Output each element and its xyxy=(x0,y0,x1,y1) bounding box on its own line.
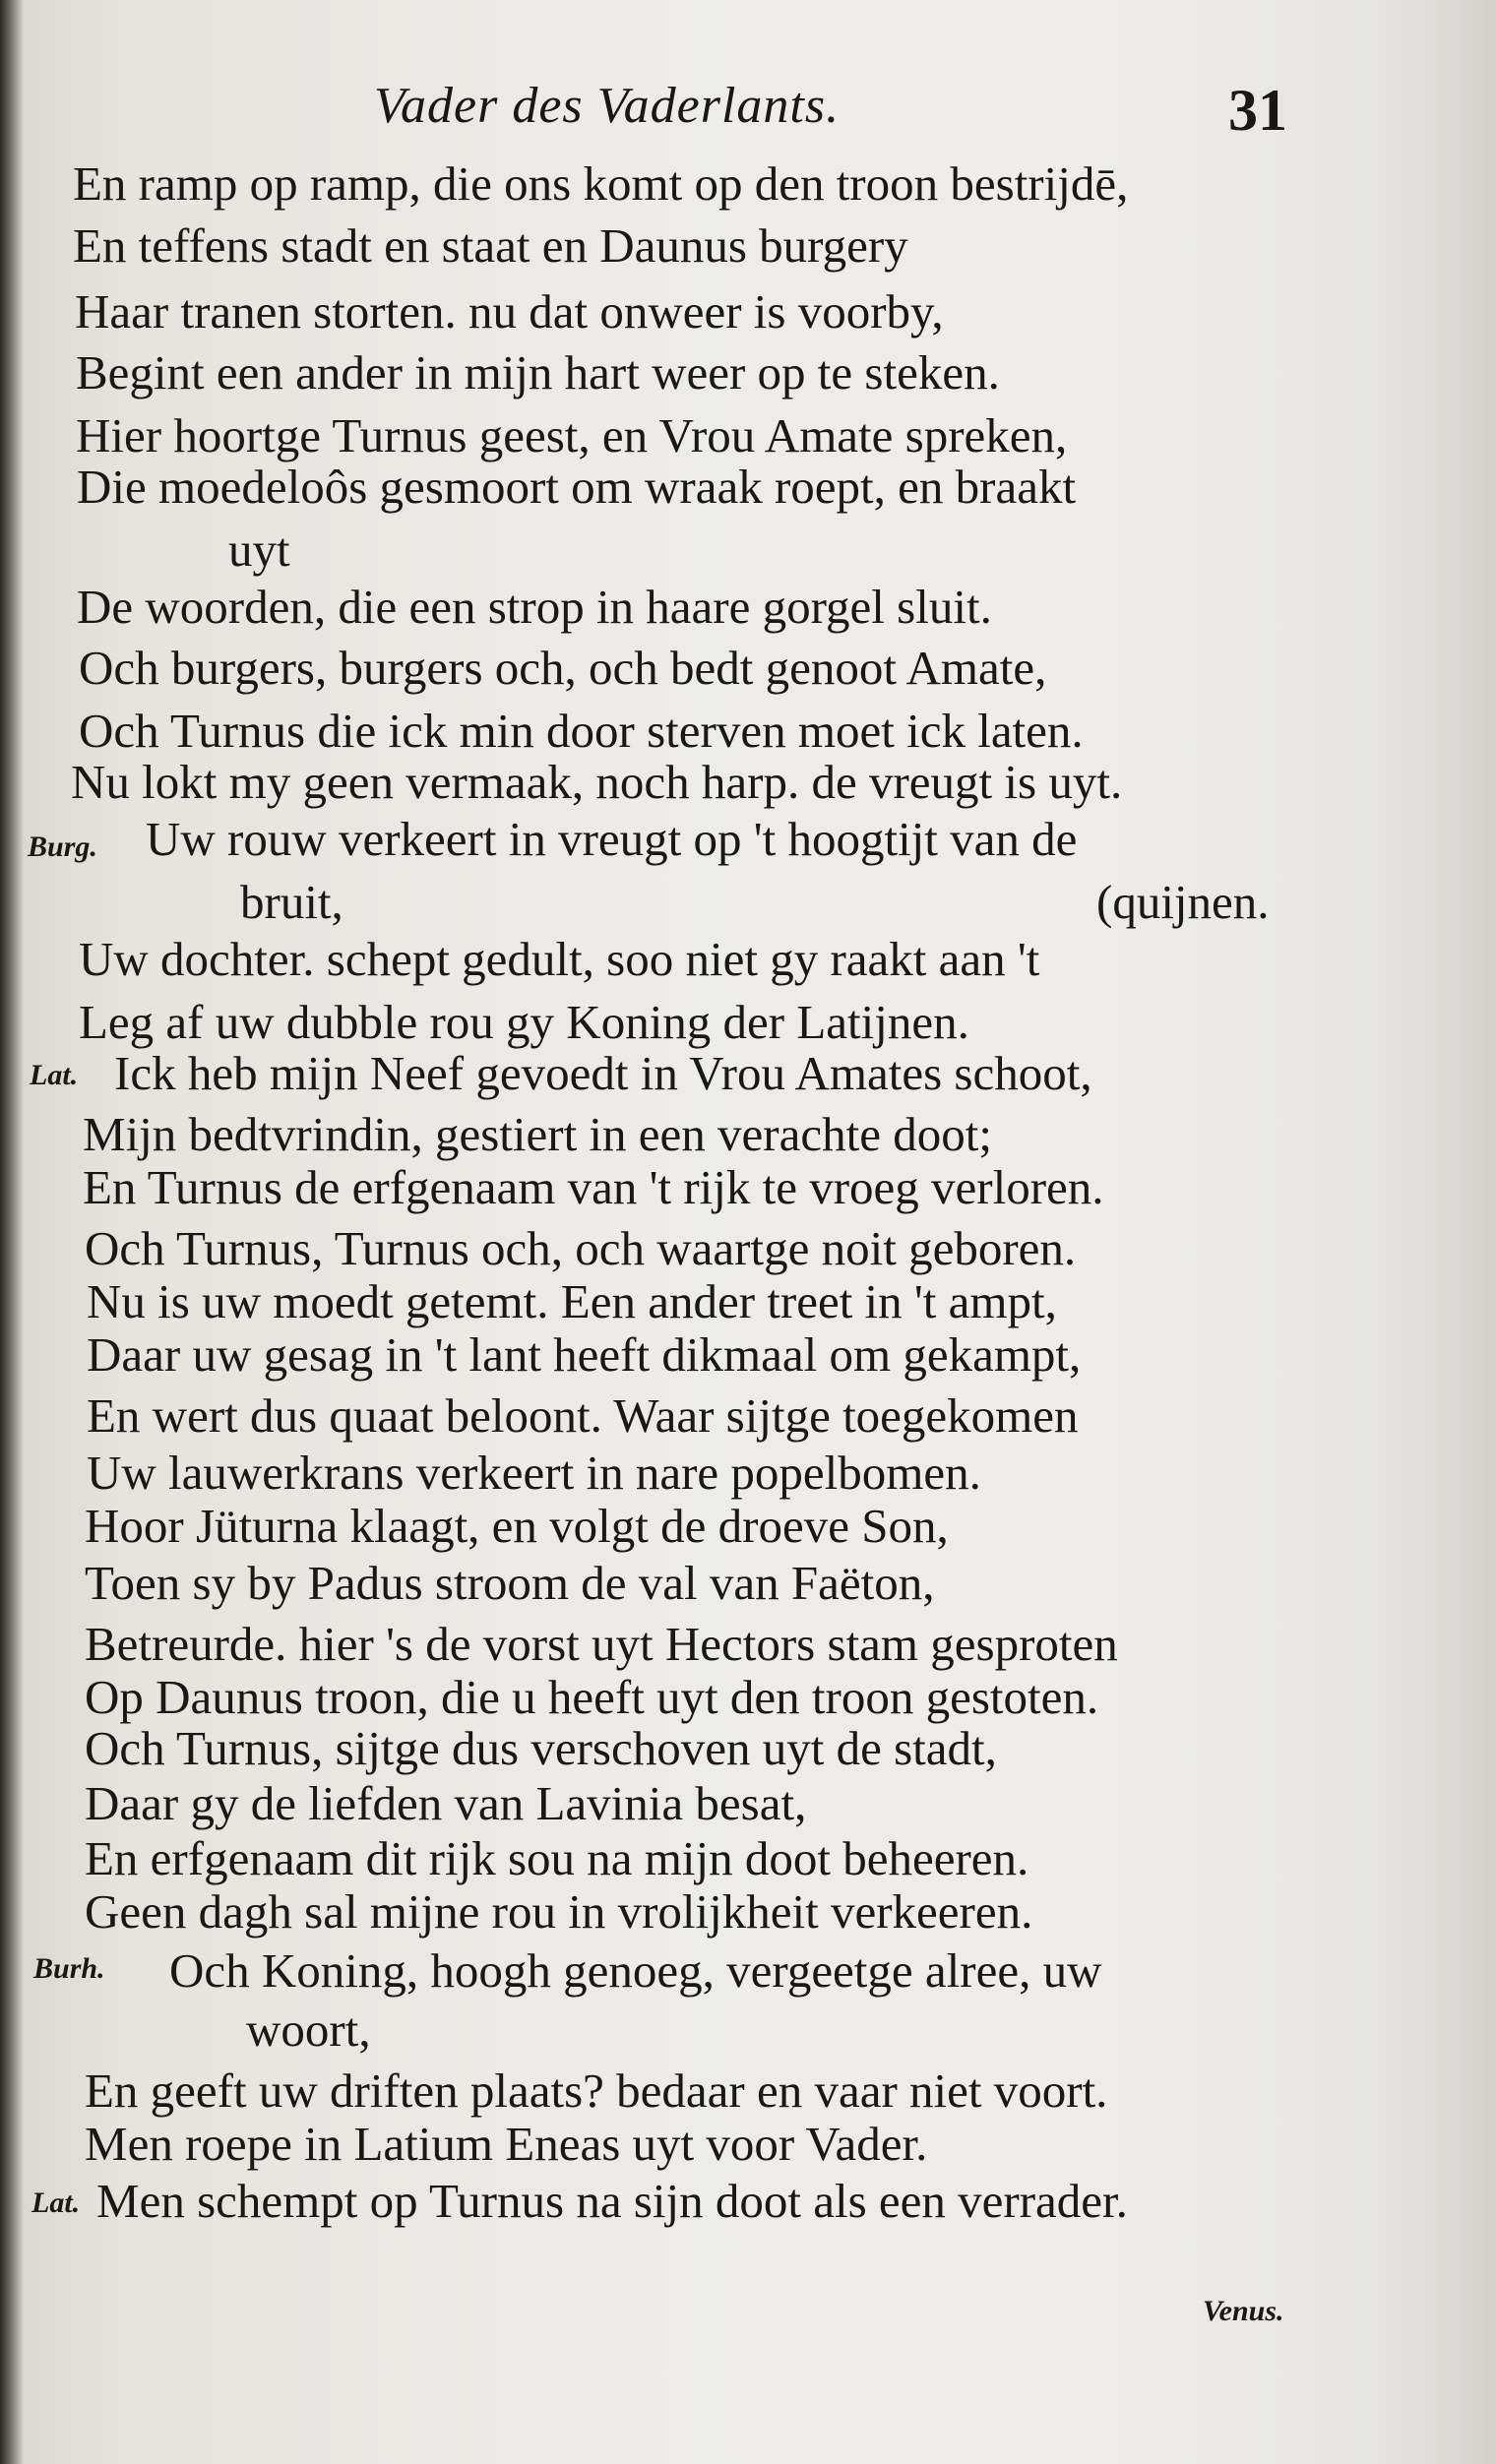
verse-line: En Turnus de erfgenaam van 't rijk te vroeg verloren. xyxy=(83,1160,1104,1214)
verse-line: Uw dochter. schept gedult, soo niet gy raakt aan 't xyxy=(79,932,1040,986)
verse-line: Uw rouw verkeert in vreugt op 't hoogtijt van de xyxy=(146,812,1078,866)
verse-line: Och Turnus die ick min door sterven moet ick laten. xyxy=(79,704,1084,758)
page-number: 31 xyxy=(1228,78,1287,143)
verse-line: Op Daunus troon, die u heeft uyt den troon gestoten. xyxy=(85,1670,1099,1724)
verse-line: Och burgers, burgers och, och bedt genoot Amate, xyxy=(79,641,1047,695)
verse-line: bruit, xyxy=(240,875,343,929)
verse-line: Nu lokt my geen vermaak, noch harp. de vreugt is uyt. xyxy=(71,755,1123,809)
verse-line: Toen sy by Padus stroom de val van Faëton, xyxy=(85,1556,935,1610)
verse-line: Geen dagh sal mijne rou in vrolijkheit verkeeren. xyxy=(85,1884,1033,1939)
verse-line: En geeft uw driften plaats? bedaar en vaar niet voort. xyxy=(85,2064,1108,2118)
verse-line: En erfgenaam dit rijk sou na mijn doot beheeren. xyxy=(85,1831,1029,1885)
verse-line: Mijn bedtvrindin, gestiert in een verachte doot; xyxy=(83,1107,992,1161)
verse-line: Begint een ander in mijn hart weer op te steken. xyxy=(76,345,1000,400)
verse-line: Och Turnus, sijtge dus verschoven uyt de stadt, xyxy=(85,1721,997,1775)
speaker-label: Burh. xyxy=(33,1952,105,1985)
verse-line: Haar tranen storten. nu dat onweer is voorby, xyxy=(75,284,944,339)
running-head: Vader des Vaderlants. xyxy=(374,78,841,134)
verse-line: woort, xyxy=(246,2002,371,2057)
verse-line: Die moedeloôs gesmoort om wraak roept, en braakt xyxy=(77,460,1077,514)
verse-line: Men schempt op Turnus na sijn doot als een verrader. xyxy=(96,2174,1128,2228)
verse-line: Daar gy de liefden van Lavinia besat, xyxy=(85,1776,807,1830)
verse-line: uyt xyxy=(228,523,290,577)
verse-line: Ick heb mijn Neef gevoedt in Vrou Amates schoot, xyxy=(114,1046,1092,1100)
speaker-label: Burg. xyxy=(28,831,97,863)
verse-line: Leg af uw dubble rou gy Koning der Latijnen. xyxy=(79,995,969,1049)
speaker-label: Lat. xyxy=(31,2187,81,2219)
verse-line-turnover: (quijnen. xyxy=(1096,875,1270,929)
verse-line: En wert dus quaat beloont. Waar sijtge toegekomen xyxy=(87,1388,1079,1443)
verse-line: Nu is uw moedt getemt. Een ander treet in 't ampt, xyxy=(87,1274,1057,1328)
verse-line: Men roepe in Latium Eneas uyt voor Vader. xyxy=(85,2117,928,2171)
speaker-label: Lat. xyxy=(30,1059,79,1091)
verse-line: Hoor Jüturna klaagt, en volgt de droeve Son, xyxy=(85,1499,949,1553)
verse-line: De woorden, die een strop in haare gorgel sluit. xyxy=(77,580,992,634)
verse-line: Betreurde. hier 's de vorst uyt Hectors stam gesproten xyxy=(85,1617,1118,1671)
catchword: Venus. xyxy=(1203,2295,1284,2327)
verse-line: Hier hoortge Turnus geest, en Vrou Amate spreken, xyxy=(76,408,1068,462)
verse-line: Och Koning, hoogh genoeg, vergeetge alree, uw xyxy=(169,1943,1102,1998)
verse-line: Och Turnus, Turnus och, och waartge noit geboren. xyxy=(85,1221,1077,1275)
verse-line: Uw lauwerkrans verkeert in nare popelbomen. xyxy=(87,1446,981,1500)
verse-line: Daar uw gesag in 't lant heeft dikmaal om gekampt, xyxy=(87,1327,1082,1382)
verse-line: En ramp op ramp, die ons komt op den troon bestrijdē, xyxy=(73,156,1129,211)
verse-line: En teffens stadt en staat en Daunus burgery xyxy=(73,218,908,273)
